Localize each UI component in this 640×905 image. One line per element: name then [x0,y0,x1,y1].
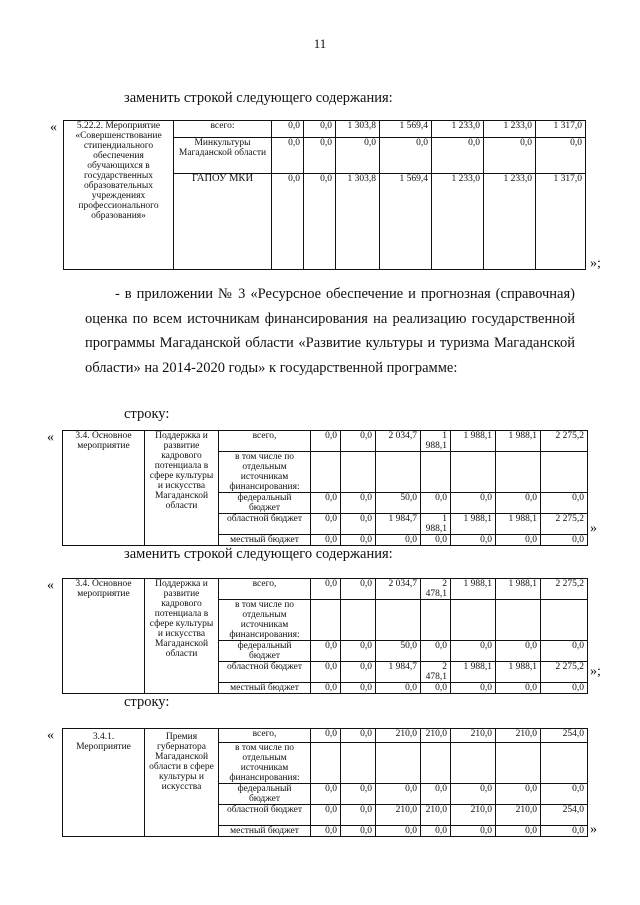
cell-value: 0,0 [541,641,588,662]
quote-open-2: « [47,430,54,445]
cell-value: 1 233,0 [432,121,484,138]
paragraph-text: - в приложении № 3 «Ресурсное обеспечение и прогнозная (справочная) оценка по всем источникам финансирования на реализацию государственной программы Магаданской области «Развитие культуры и туризма Магаданской области» на 2014-2020 годы» к государственной программе: [85,286,575,376]
cell-value: 1 303,8 [336,174,380,270]
cell-empty [451,743,496,784]
cell-value: 1 984,7 [376,514,421,535]
cell-value: 1 988,1 [496,579,541,600]
cell-value: 1 988,1 [421,514,451,535]
cell-value: 1 317,0 [536,174,586,270]
cell-value: 210,0 [421,805,451,826]
cell-value: 0,0 [421,535,451,546]
row-label: федеральный бюджет [219,784,311,805]
cell-value: 0,0 [341,535,376,546]
row-label: областной бюджет [219,662,311,683]
table-stipend [63,120,586,270]
cell-value: 210,0 [496,729,541,743]
row-label: местный бюджет [219,683,311,694]
cell-value: 0,0 [341,683,376,694]
cell-value: 0,0 [341,579,376,600]
cell-value: 0,0 [451,683,496,694]
cell-empty [311,452,341,493]
cell-value: 0,0 [496,826,541,837]
cell-value: 0,0 [304,121,336,138]
cell-value: 1 988,1 [451,431,496,452]
cell-value: 50,0 [376,641,421,662]
cell-value: 2 478,1 [421,662,451,683]
cell-value: 2 034,7 [376,431,421,452]
page-number: 11 [313,36,327,51]
cell-value: 0,0 [341,514,376,535]
stroku-label-1: строку: [124,406,170,422]
cell-value: 0,0 [451,493,496,514]
row-label: всего, [219,579,311,600]
quote-open-3: « [47,578,54,593]
cell-value: 0,0 [541,535,588,546]
cell-value: 0,0 [304,174,336,270]
cell-value: 0,0 [272,174,304,270]
cell-value: 0,0 [311,514,341,535]
measure-number: 3.4. Основное мероприятие [63,579,145,694]
cell-value: 0,0 [496,535,541,546]
measure-number: 3.4. Основное мероприятие [63,431,145,546]
row-label: Минкультуры Магаданской области [174,138,272,174]
cell-value: 0,0 [341,641,376,662]
row-label: всего: [174,121,272,138]
cell-empty [341,452,376,493]
cell-empty [421,452,451,493]
cell-empty [311,743,341,784]
cell-empty [541,452,588,493]
cell-value: 1 233,0 [484,121,536,138]
cell-value: 0,0 [341,493,376,514]
row-label: в том числе по отдельным источникам финансирования: [219,600,311,641]
cell-value: 1 303,8 [336,121,380,138]
cell-value: 0,0 [451,784,496,805]
cell-value: 0,0 [536,138,586,174]
cell-value: 254,0 [541,729,588,743]
cell-value: 1 988,1 [496,662,541,683]
cell-empty [376,743,421,784]
cell-value: 1 988,1 [451,579,496,600]
cell-value: 0,0 [421,826,451,837]
row-label: ГАПОУ МКИ [174,174,272,270]
cell-value: 2 275,2 [541,662,588,683]
cell-value: 0,0 [541,826,588,837]
cell-value: 0,0 [311,826,341,837]
cell-value: 210,0 [451,729,496,743]
cell-value: 0,0 [451,826,496,837]
row-label: областной бюджет [219,805,311,826]
cell-empty [311,600,341,641]
cell-value: 0,0 [376,784,421,805]
cell-value: 0,0 [496,641,541,662]
cell-value: 0,0 [311,579,341,600]
cell-value: 0,0 [272,138,304,174]
cell-empty [451,600,496,641]
quote-open-4: « [47,728,54,743]
cell-value: 0,0 [311,784,341,805]
cell-value: 0,0 [451,535,496,546]
cell-empty [451,452,496,493]
cell-value: 1 317,0 [536,121,586,138]
cell-value: 0,0 [341,826,376,837]
cell-value: 1 233,0 [484,174,536,270]
quote-open-1: « [50,120,57,135]
cell-value: 0,0 [376,683,421,694]
cell-value: 1 988,1 [421,431,451,452]
cell-value: 0,0 [376,535,421,546]
table-row [63,729,588,743]
cell-value: 0,0 [541,493,588,514]
cell-value: 0,0 [380,138,432,174]
cell-value: 0,0 [376,826,421,837]
cell-empty [541,743,588,784]
cell-value: 210,0 [496,805,541,826]
cell-value: 0,0 [421,784,451,805]
row-label: в том числе по отдельным источникам финансирования: [219,743,311,784]
cell-value: 0,0 [336,138,380,174]
cell-empty [376,600,421,641]
cell-value: 1 984,7 [376,662,421,683]
cell-empty [376,452,421,493]
cell-empty [421,743,451,784]
amendment-paragraph [85,282,575,380]
cell-value: 0,0 [311,535,341,546]
measure-name: Поддержка и развитие кадрового потенциала в сфере культуры и искусства Магаданской области [145,431,219,546]
cell-value: 210,0 [451,805,496,826]
cell-value: 0,0 [341,431,376,452]
cell-value: 0,0 [304,138,336,174]
cell-value: 0,0 [432,138,484,174]
table-row [64,121,586,138]
cell-value: 0,0 [311,683,341,694]
cell-empty [496,743,541,784]
cell-empty [341,600,376,641]
row-label: местный бюджет [219,826,311,837]
cell-value: 0,0 [496,784,541,805]
row-label: федеральный бюджет [219,493,311,514]
cell-value: 0,0 [341,729,376,743]
cell-value: 254,0 [541,805,588,826]
replace-heading-1: заменить строкой следующего содержания: [124,90,393,106]
cell-value: 0,0 [496,683,541,694]
cell-value: 1 988,1 [451,662,496,683]
table-main-measure-new [62,578,588,694]
cell-value: 2 478,1 [421,579,451,600]
cell-value: 0,0 [421,641,451,662]
row-label: всего, [219,431,311,452]
cell-value: 0,0 [541,784,588,805]
cell-value: 0,0 [311,493,341,514]
cell-value: 0,0 [496,493,541,514]
table-main-measure-old [62,430,588,546]
cell-value: 1 569,4 [380,174,432,270]
table-governor-award [62,728,588,837]
cell-value: 0,0 [311,662,341,683]
cell-value: 1 569,4 [380,121,432,138]
cell-value: 0,0 [311,805,341,826]
measure-name: Поддержка и развитие кадрового потенциала в сфере культуры и искусства Магаданской области [145,579,219,694]
cell-value: 1 988,1 [496,514,541,535]
cell-value: 2 275,2 [541,514,588,535]
cell-value: 2 275,2 [541,579,588,600]
row-label: всего, [219,729,311,743]
cell-value: 0,0 [341,662,376,683]
row-label: областной бюджет [219,514,311,535]
cell-value: 0,0 [451,641,496,662]
cell-value: 1 233,0 [432,174,484,270]
cell-value: 210,0 [421,729,451,743]
cell-value: 0,0 [421,493,451,514]
cell-value: 0,0 [272,121,304,138]
quote-close-4: » [590,822,597,837]
stroku-label-2: строку: [124,694,170,710]
replace-heading-2: заменить строкой следующего содержания: [124,546,393,562]
table-row [63,431,588,452]
cell-value: 1 988,1 [496,431,541,452]
measure-title: 5.22.2. Мероприятие «Совершенствование стипендиального обеспечения обучающихся в государственных образовательных учреждениях профессионального образования» [64,121,174,270]
cell-empty [496,600,541,641]
cell-value: 0,0 [311,729,341,743]
cell-value: 210,0 [376,729,421,743]
cell-empty [541,600,588,641]
cell-value: 210,0 [376,805,421,826]
row-label: местный бюджет [219,535,311,546]
cell-empty [496,452,541,493]
cell-value: 2 275,2 [541,431,588,452]
cell-empty [421,600,451,641]
cell-value: 0,0 [341,784,376,805]
quote-close-2: » [590,521,597,536]
cell-value: 2 034,7 [376,579,421,600]
row-label: в том числе по отдельным источникам финансирования: [219,452,311,493]
cell-value: 0,0 [311,431,341,452]
cell-value: 0,0 [541,683,588,694]
measure-number: 3.4.1. Мероприятие [63,729,145,837]
cell-value: 0,0 [311,641,341,662]
quote-close-3: »; [590,664,601,679]
quote-close-1: »; [590,256,601,271]
measure-name: Премия губернатора Магаданской области в сфере культуры и искусства [145,729,219,837]
cell-value: 50,0 [376,493,421,514]
row-label: федеральный бюджет [219,641,311,662]
cell-value: 0,0 [484,138,536,174]
cell-value: 0,0 [421,683,451,694]
cell-value: 1 988,1 [451,514,496,535]
cell-value: 0,0 [341,805,376,826]
cell-empty [341,743,376,784]
table-row [63,579,588,600]
